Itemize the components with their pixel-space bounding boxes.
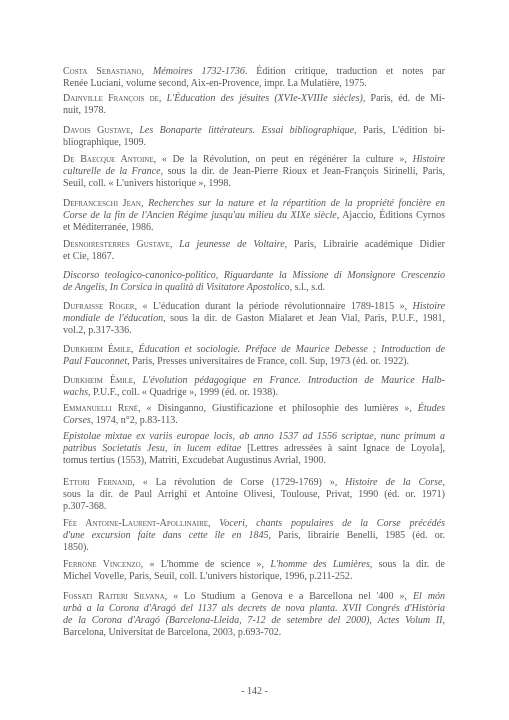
entry-line [63,501,445,513]
entry-line [63,344,445,356]
entry-text: Barcelona, Universitat de Barcelona, 2003, p.693-702. [63,627,282,638]
bibliography-entry [63,239,445,263]
entry-title: de Angelis, In Corsica in qualità di Visitatore Apostolico [63,282,290,293]
entry-line [63,356,445,368]
entry-line [63,282,445,294]
bibliography-list [63,0,445,720]
entry-title: La jeunesse de Voltaire [179,239,285,250]
entry-text: tomus tertius (1553), Matriti, Excudebat Augustinus Avrial, 1900. [63,455,326,466]
entry-text: , [158,93,167,104]
bibliography-entry [63,559,445,583]
entry-line [63,518,445,530]
entry-text: sous la dir. de Paul Arrighi et Antoine Olivesi, Toulouse, Privat, 1990 (éd. or. 1971) [63,489,445,500]
entry-title: Epistolae mixtae ex variis europae locis, ab anno 1537 ad 1556 scriptae, nunc primum a [63,431,445,442]
entry-line [63,403,445,415]
entry-title: patribus Societatis Jesu, in lucem editae [63,443,242,454]
entry-text: , Paris, librairie Benelli, 1985 (éd. or. [268,530,445,541]
entry-line [63,239,445,251]
entry-text: , [369,615,378,626]
entry-title: urbà a la Corona d'Aragó del 1137 als decrets de nova planta. XVII Congrés d'Història [63,603,445,614]
entry-text: , [133,375,143,386]
entry-title: Histoire [412,301,446,312]
entry-line [63,542,445,554]
entry-line [63,210,445,222]
entry-title: d'une excursion faite dans cette île en 1845 [63,530,269,541]
entry-line [63,301,445,313]
entry-title: Paul Fauconnet [63,356,128,367]
entry-line [63,591,445,603]
entry-author: Costa Sebastiano [63,66,142,77]
bibliography-entry [63,591,445,639]
entry-line [63,66,445,78]
entry-line [63,443,445,455]
bibliography-entry [63,344,445,368]
entry-line [63,375,445,387]
bibliography-entry [63,125,445,149]
entry-line [63,251,445,263]
entry-text: , [141,66,153,77]
entry-title: Éducation et sociologie. Préface de Maurice Debesse ; Introduction de [138,344,446,355]
entry-text: , [140,198,149,209]
entry-text: , sous la dir. de Gaston Mialaret et Jean Vial, Paris, P.U.F., 1981, [163,313,445,324]
entry-author: Dainville François de [63,93,159,104]
entry-text: , Paris, éd. de Mi- [362,93,446,104]
entry-author: Durkheim Émile [63,375,134,386]
entry-author: Ettori Fernand [63,477,133,488]
entry-text: , « Lo Studium a Genova e a Barcellona nel '400 », [164,591,413,602]
entry-line [63,431,445,443]
entry-line [63,559,445,571]
entry-author: Desnoiresterres Gustave [63,239,170,250]
bibliography-entry [63,154,445,190]
entry-line [63,137,445,149]
entry-line [63,270,445,282]
entry-text: et Cie, 1867. [63,251,115,262]
entry-line [63,415,445,427]
page-number: - 142 - [241,686,268,697]
bibliography-entry [63,403,445,427]
entry-line [63,571,445,583]
entry-line [63,455,445,467]
entry-text: [Lettres adressées à saint Ignace de Loyola], [241,443,445,454]
entry-author: Fossati Raiteri Silvana [63,591,165,602]
entry-author: Durkheim Émile [63,344,132,355]
entry-text: , sous la dir. de [369,559,445,570]
entry-text: nuit, 1978. [63,105,107,116]
entry-text: , « L'éducation durant la période révolutionnaire 1789-1815 », [134,301,413,312]
entry-line [63,387,445,399]
entry-title: L'homme des Lumières [270,559,370,570]
entry-text: , Paris, Librairie académique Didier [284,239,446,250]
entry-text: , « La révolution de Corse (1729-1769) », [132,477,346,488]
entry-text: , Paris, Presses universitaires de France, coll. Sup, 1973 (éd. or. 1922). [127,356,410,367]
entry-line [63,178,445,190]
bibliography-entry [63,66,445,90]
entry-title: L'Éducation des jésuites (XVIe-XVIIIe siècles) [166,93,363,104]
entry-line [63,530,445,542]
bibliography-entry [63,93,445,117]
entry-text: , Paris, L'édition bi- [354,125,446,136]
entry-text: , [131,344,139,355]
entry-title: Histoire de la Corse [345,477,443,488]
entry-title: wachs [63,387,88,398]
entry-title: culturelle de la France [63,166,161,177]
entry-text: , [208,518,220,529]
bibliography-entry [63,301,445,337]
entry-line [63,154,445,166]
entry-text: , « L'homme de science », [140,559,271,570]
entry-text: Seuil, coll. « L'univers historique », 1998. [63,178,231,189]
entry-text: , Ajaccio, Éditions Cyrnos [336,210,445,221]
entry-title: mondiale de l'éducation [63,313,164,324]
entry-author: Ferrone Vincenzo [63,559,141,570]
bibliography-entry [63,270,445,294]
entry-text: , [442,477,445,488]
entry-line [63,603,445,615]
entry-text: , [442,615,446,626]
entry-line [63,125,445,137]
entry-line [63,313,445,325]
entry-title: Voceri, chants populaires de la Corse précédés [219,518,445,529]
entry-author: Fée Antoine-Laurent-Apollinaire [63,518,209,529]
entry-author: Dufraisse Roger [63,301,135,312]
entry-text: , P.U.F., coll. « Quadrige », 1999 (éd. or. 1938). [88,387,279,398]
entry-author: Emmanuelli René [63,403,139,414]
entry-line [63,489,445,501]
entry-line [63,222,445,234]
entry-text: 1850). [63,542,89,553]
bibliography-entry [63,375,445,399]
entry-author: Defranceschi Jean [63,198,141,209]
entry-line [63,477,445,489]
entry-text: , s.l., s.d. [289,282,326,293]
entry-title: Corse de la fin de l'Ancien Régime jusqu'au milieu du XIXe siècle [63,210,337,221]
entry-title: Discorso teologico-canonico-politico, Riguardante la Missione di Monsignore Crescenzio [63,270,445,281]
entry-text: . Édition critique, traduction et notes par [244,66,445,77]
entry-text: et Méditerranée, 1986. [63,222,154,233]
entry-title: El món [412,591,446,602]
bibliography-entry [63,477,445,513]
entry-author: Davois Gustave [63,125,131,136]
entry-title: Recherches sur la nature et la répartition de la propriété foncière en [148,198,445,209]
entry-title: Actes Volum II [377,615,443,626]
entry-text: Renée Luciani, volume second, Aix-en-Provence, impr. La Mulatière, 1975. [63,78,367,89]
entry-title: Mémoires 1732-1736 [152,66,245,77]
entry-text: , « De la Révolution, on peut en régénérer la culture », [153,154,413,165]
bibliography-entry [63,518,445,554]
entry-author: De Baecque Antoine [63,154,154,165]
entry-title: Corses [63,415,91,426]
entry-text: , sous la dir. de Jean-Pierre Rioux et Jean-François Sirinelli, Paris, [160,166,445,177]
entry-title: de la Corona d'Aragó (Barcelona-Lleida, 7-12 de setembre del 2000) [63,615,370,626]
entry-text: , [130,125,140,136]
entry-line [63,105,445,117]
entry-title: Histoire [412,154,445,165]
entry-text: bliographique, 1909. [63,137,147,148]
entry-title: Les Bonaparte littérateurs. Essai bibliographique [139,125,355,136]
entry-line [63,325,445,337]
entry-text: vol.2, p.317-336. [63,325,132,336]
entry-title: L'évolution pédagogique en France. Introduction de Maurice Halb- [142,375,446,386]
entry-text: , 1974, n°2, p.83-113. [90,415,178,426]
entry-line [63,166,445,178]
bibliography-entry [63,431,445,467]
bibliography-entry [63,198,445,234]
entry-line [63,93,445,105]
entry-line [63,615,445,627]
entry-text: , [169,239,180,250]
entry-line [63,198,445,210]
entry-text: p.307-368. [63,501,107,512]
entry-line [63,627,445,639]
entry-text: Michel Vovelle, Paris, Seuil, coll. L'univers historique, 1996, p.211-252. [63,571,353,582]
entry-text: , « Disinganno, Giustificazione et philosophie des lumières », [138,403,418,414]
entry-line [63,78,445,90]
entry-title: Études [417,403,445,414]
